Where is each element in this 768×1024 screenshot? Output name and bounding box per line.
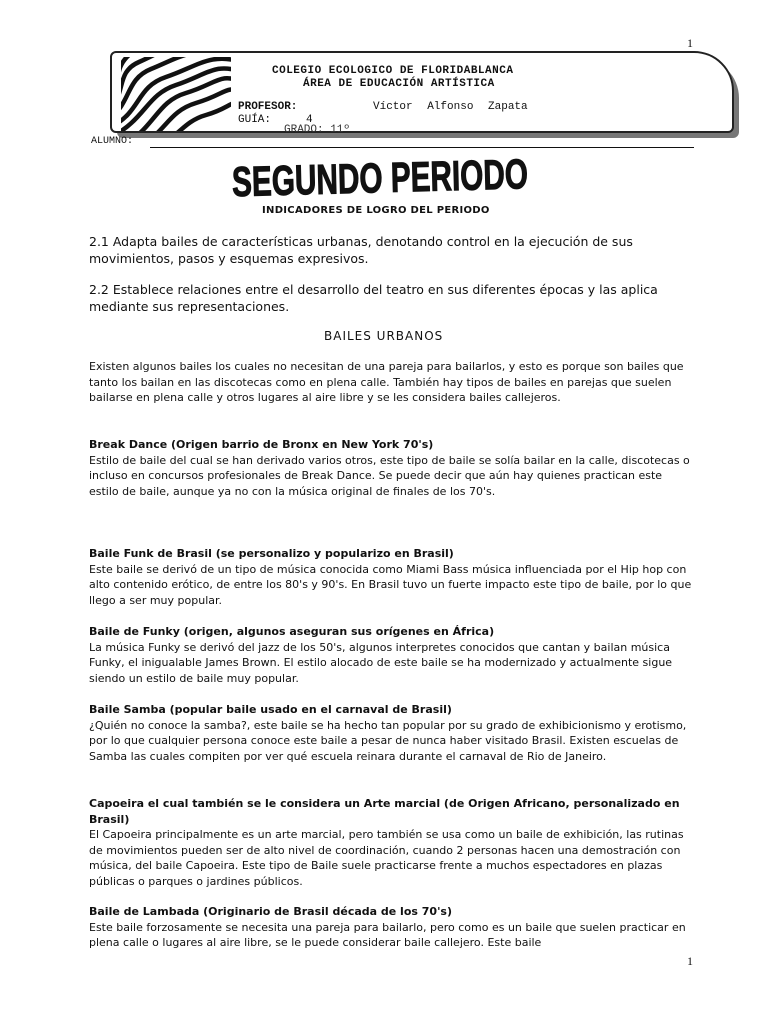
dance-section-funk-brasil [89, 546, 693, 608]
indicator-item: 2.1 Adapta bailes de características urbanas, denotando control en la ejecución de sus movimientos, pasos y esquemas expresivos. [89, 234, 633, 266]
section-title: BAILES URBANOS [324, 329, 444, 343]
indicators-title: INDICADORES DE LOGRO DEL PERIODO [262, 205, 490, 216]
guia-label: GUÍA: [238, 114, 272, 126]
page-number-bottom: 1 [687, 954, 693, 968]
page-title-text: SEGUNDO PERIODO [231, 147, 631, 206]
page-title [230, 146, 631, 206]
school-name: COLEGIO ECOLOGICO DE FLORIDABLANCA [272, 65, 514, 77]
grado-label: GRADO: 11º [284, 124, 351, 136]
section-text: Estilo de baile del cual se han derivado varios otros, este tipo de baile se solía bailar en la calle, discotecas o incluso en concursos profesionales de Break Dance. Se puede decir que aún hay quienes practican este estilo de baile, aunque ya no con la música original de finales de los 70's. [89, 453, 690, 498]
dance-section-samba [89, 702, 693, 764]
section-heading: Capoeira el cual también se le considera un Arte marcial (de Origen Africano, personalizado en Brasil) [89, 797, 680, 826]
guia-value: 4 [306, 114, 313, 126]
section-text: Este baile se derivó de un tipo de música conocida como Miami Bass música influenciada por el Hip hop con alto contenido erótico, de entre los 80's y 90's. En Brasil tuvo un fuerte impacto este tipo de baile, por lo que llego a ser muy popular. [89, 562, 692, 607]
section-text: El Capoeira principalmente es un arte marcial, pero también se usa como un baile de exhibición, las rutinas de movimientos pueden ser de alto nivel de coordinación, cuando 2 personas hacen una demostración con música, del baile Capoeira. Este tipo de Baile suele practicarse frente a muchos espectadores en plazas públicas o parques o jardines públicos. [89, 828, 684, 888]
section-heading: Break Dance (Origen barrio de Bronx en New York 70's) [89, 438, 434, 451]
zebra-stripes-logo [121, 57, 231, 131]
area-name: ÁREA DE EDUCACIÓN ARTÍSTICA [303, 78, 495, 90]
dance-section-funky [89, 624, 693, 686]
section-text: La música Funky se derivó del jazz de los 50's, algunos interpretes conocidos que cantan y bailan música Funky, el inigualable James Brown. El estilo alocado de este baile se ha modernizado y actualmente sigue siendo un estilo de baile muy popular. [89, 640, 673, 685]
dance-section-break-dance [89, 437, 693, 499]
profesor-value: Víctor Alfonso Zapata [373, 101, 528, 113]
intro-paragraph: Existen algunos bailes los cuales no necesitan de una pareja para bailarlos, y esto es porque son bailes que tanto los bailan en las discotecas como en plena calle. También hay tipos de bailes en parejas que suelen bailarse en plena calle y otros lugares al aire libre y se les considera bailes callejeros. [89, 360, 684, 404]
section-heading: Baile de Funky (origen, algunos aseguran sus orígenes en África) [89, 625, 495, 638]
section-heading: Baile de Lambada (Originario de Brasil década de los 70's) [89, 905, 453, 918]
section-heading: Baile Funk de Brasil (se personalizo y popularizo en Brasil) [89, 547, 454, 560]
page-number-top: 1 [687, 36, 693, 50]
profesor-label: PROFESOR: [238, 101, 298, 113]
alumno-label: ALUMNO: [91, 136, 134, 147]
section-heading: Baile Samba (popular baile usado en el carnaval de Brasil) [89, 703, 452, 716]
section-text: Este baile forzosamente se necesita una pareja para bailarlo, pero como es un baile que suelen practicar en plena calle o lugares al aire libre, se le puede considerar baile callejero. Este baile [89, 920, 686, 949]
indicator-item: 2.2 Establece relaciones entre el desarrollo del teatro en sus diferentes épocas y las aplica mediante sus representaciones. [89, 282, 658, 314]
section-text: ¿Quién no conoce la samba?, este baile se ha hecho tan popular por su grado de exhibicionismo y erotismo, por lo que cualquier persona conoce este baile a pesar de nunca haber visitado Brasil. Existen escuelas de Samba las cuales compiten por ver qué escuela reinara durante el carnaval de Rio de Janeiro. [89, 718, 687, 763]
dance-section-capoeira [89, 796, 693, 889]
dance-section-lambada [89, 904, 693, 951]
